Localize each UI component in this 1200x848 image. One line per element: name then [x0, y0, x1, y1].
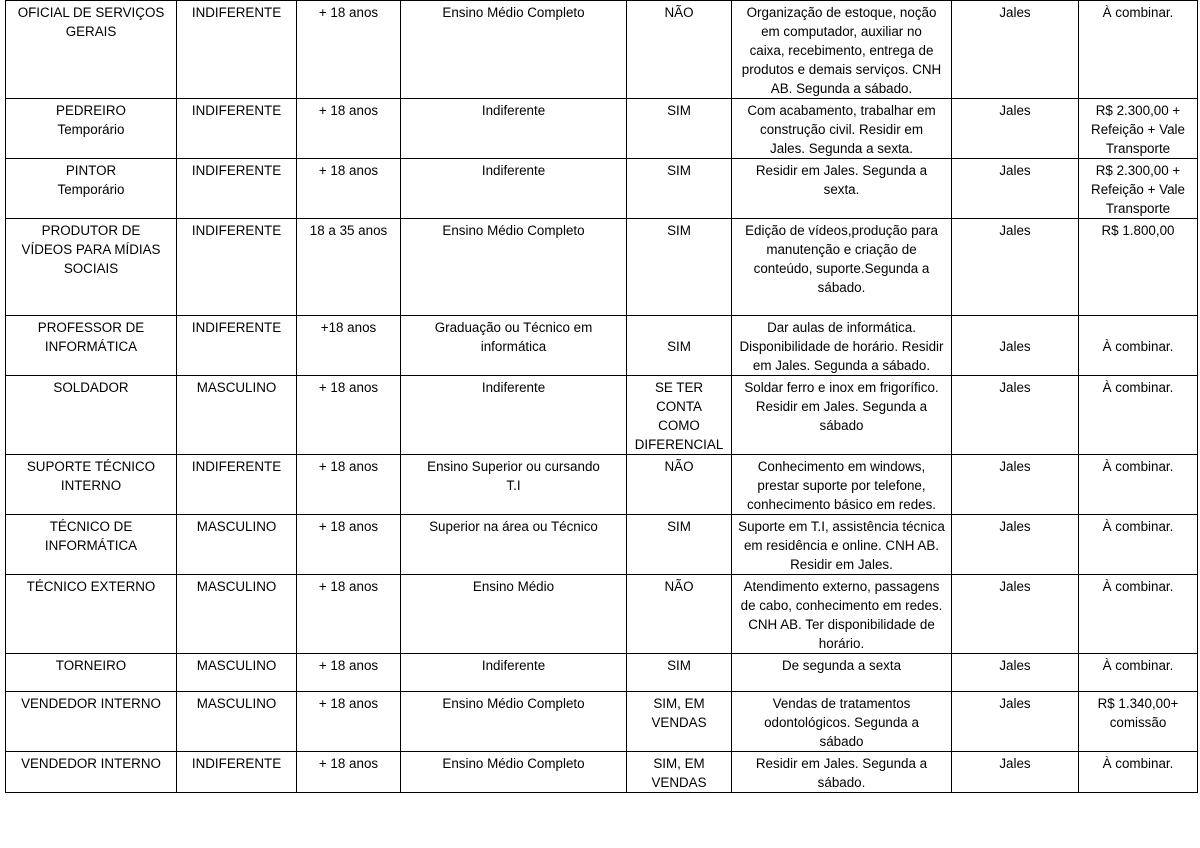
city-cell: Jales — [952, 692, 1079, 752]
city-cell: Jales — [952, 654, 1079, 692]
job-row — [6, 1, 1198, 99]
gender-cell: INDIFERENTE — [177, 1, 297, 99]
experience-cell: NÃO — [627, 1, 732, 99]
job-row — [6, 316, 1198, 376]
job-row — [6, 376, 1198, 455]
age-cell: + 18 anos — [297, 752, 401, 793]
city-cell: Jales — [952, 1, 1079, 99]
description-cell: Soldar ferro e inox em frigorífico. Residir em Jales. Segunda a sábado — [732, 376, 952, 455]
education-cell: Indiferente — [401, 99, 627, 159]
experience-cell: SIM — [627, 654, 732, 692]
experience-cell: NÃO — [627, 455, 732, 515]
experience-cell: SE TER CONTA COMO DIFERENCIAL — [627, 376, 732, 455]
job-row — [6, 455, 1198, 515]
job-row — [6, 219, 1198, 316]
city-cell: Jales — [952, 515, 1079, 575]
education-cell: Indiferente — [401, 159, 627, 219]
city-cell: Jales — [952, 376, 1079, 455]
salary-cell: R$ 2.300,00 + Refeição + Vale Transporte — [1079, 159, 1198, 219]
city-cell: Jales — [952, 219, 1079, 316]
job-row — [6, 515, 1198, 575]
salary-cell: À combinar. — [1079, 1, 1198, 99]
city-cell: Jales — [952, 575, 1079, 654]
job-row — [6, 654, 1198, 692]
description-cell: Com acabamento, trabalhar em construção civil. Residir em Jales. Segunda a sexta. — [732, 99, 952, 159]
job-listings-body — [6, 1, 1198, 793]
gender-cell: INDIFERENTE — [177, 455, 297, 515]
age-cell: + 18 anos — [297, 1, 401, 99]
education-cell: Graduação ou Técnico em informática — [401, 316, 627, 376]
age-cell: + 18 anos — [297, 692, 401, 752]
education-cell: Ensino Médio Completo — [401, 1, 627, 99]
salary-cell: À combinar. — [1079, 654, 1198, 692]
job-title-cell: PROFESSOR DE INFORMÁTICA — [6, 316, 177, 376]
salary-cell: À combinar. — [1079, 455, 1198, 515]
experience-cell: SIM — [627, 159, 732, 219]
experience-cell: SIM — [627, 99, 732, 159]
gender-cell: MASCULINO — [177, 654, 297, 692]
job-row — [6, 692, 1198, 752]
age-cell: + 18 anos — [297, 654, 401, 692]
gender-cell: INDIFERENTE — [177, 219, 297, 316]
education-cell: Ensino Médio Completo — [401, 752, 627, 793]
description-cell: Edição de vídeos,produção para manutenção e criação de conteúdo, suporte.Segunda a sábado. — [732, 219, 952, 316]
job-title-cell: TÉCNICO DE INFORMÁTICA — [6, 515, 177, 575]
job-title-cell: VENDEDOR INTERNO — [6, 752, 177, 793]
description-cell: Organização de estoque, noção em computador, auxiliar no caixa, recebimento, entrega de produtos e demais serviços. CNH AB. Segunda a sábado. — [732, 1, 952, 99]
age-cell: 18 a 35 anos — [297, 219, 401, 316]
age-cell: + 18 anos — [297, 99, 401, 159]
description-cell: Vendas de tratamentos odontológicos. Segunda a sábado — [732, 692, 952, 752]
job-title-cell: PINTOR Temporário — [6, 159, 177, 219]
education-cell: Ensino Médio Completo — [401, 219, 627, 316]
city-cell: Jales — [952, 752, 1079, 793]
gender-cell: MASCULINO — [177, 575, 297, 654]
education-cell: Indiferente — [401, 376, 627, 455]
age-cell: + 18 anos — [297, 575, 401, 654]
job-title-cell: SOLDADOR — [6, 376, 177, 455]
gender-cell: MASCULINO — [177, 515, 297, 575]
gender-cell: INDIFERENTE — [177, 316, 297, 376]
salary-cell: À combinar. — [1079, 376, 1198, 455]
experience-cell: SIM — [627, 316, 732, 376]
gender-cell: INDIFERENTE — [177, 99, 297, 159]
experience-cell: NÃO — [627, 575, 732, 654]
job-title-cell: TORNEIRO — [6, 654, 177, 692]
job-title-cell: SUPORTE TÉCNICO INTERNO — [6, 455, 177, 515]
description-cell: Atendimento externo, passagens de cabo, conhecimento em redes. CNH AB. Ter disponibilidade de horário. — [732, 575, 952, 654]
job-row — [6, 575, 1198, 654]
experience-cell: SIM — [627, 219, 732, 316]
city-cell: Jales — [952, 159, 1079, 219]
gender-cell: INDIFERENTE — [177, 752, 297, 793]
salary-cell: À combinar. — [1079, 575, 1198, 654]
salary-cell: À combinar. — [1079, 515, 1198, 575]
description-cell: Conhecimento em windows, prestar suporte por telefone, conhecimento básico em redes. — [732, 455, 952, 515]
education-cell: Ensino Médio Completo — [401, 692, 627, 752]
age-cell: +18 anos — [297, 316, 401, 376]
job-title-cell: TÉCNICO EXTERNO — [6, 575, 177, 654]
experience-cell: SIM, EM VENDAS — [627, 692, 732, 752]
education-cell: Ensino Superior ou cursando T.I — [401, 455, 627, 515]
experience-cell: SIM, EM VENDAS — [627, 752, 732, 793]
salary-cell: R$ 1.800,00 — [1079, 219, 1198, 316]
age-cell: + 18 anos — [297, 515, 401, 575]
salary-cell: R$ 1.340,00+ comissão — [1079, 692, 1198, 752]
city-cell: Jales — [952, 455, 1079, 515]
education-cell: Ensino Médio — [401, 575, 627, 654]
salary-cell: R$ 2.300,00 + Refeição + Vale Transporte — [1079, 99, 1198, 159]
experience-cell: SIM — [627, 515, 732, 575]
description-cell: Residir em Jales. Segunda a sexta. — [732, 159, 952, 219]
job-row — [6, 159, 1198, 219]
age-cell: + 18 anos — [297, 376, 401, 455]
job-title-cell: PRODUTOR DE VÍDEOS PARA MÍDIAS SOCIAIS — [6, 219, 177, 316]
gender-cell: MASCULINO — [177, 692, 297, 752]
description-cell: Residir em Jales. Segunda a sábado. — [732, 752, 952, 793]
city-cell: Jales — [952, 99, 1079, 159]
gender-cell: MASCULINO — [177, 376, 297, 455]
city-cell: Jales — [952, 316, 1079, 376]
gender-cell: INDIFERENTE — [177, 159, 297, 219]
job-title-cell: PEDREIRO Temporário — [6, 99, 177, 159]
description-cell: Dar aulas de informática. Disponibilidade de horário. Residir em Jales. Segunda a sábado. — [732, 316, 952, 376]
job-row — [6, 752, 1198, 793]
education-cell: Superior na área ou Técnico — [401, 515, 627, 575]
job-title-cell: VENDEDOR INTERNO — [6, 692, 177, 752]
job-listings-table — [5, 0, 1198, 793]
education-cell: Indiferente — [401, 654, 627, 692]
description-cell: De segunda a sexta — [732, 654, 952, 692]
job-row — [6, 99, 1198, 159]
age-cell: + 18 anos — [297, 159, 401, 219]
description-cell: Suporte em T.I, assistência técnica em residência e online. CNH AB. Residir em Jales. — [732, 515, 952, 575]
salary-cell: À combinar. — [1079, 752, 1198, 793]
age-cell: + 18 anos — [297, 455, 401, 515]
salary-cell: À combinar. — [1079, 316, 1198, 376]
job-title-cell: OFICIAL DE SERVIÇOS GERAIS — [6, 1, 177, 99]
